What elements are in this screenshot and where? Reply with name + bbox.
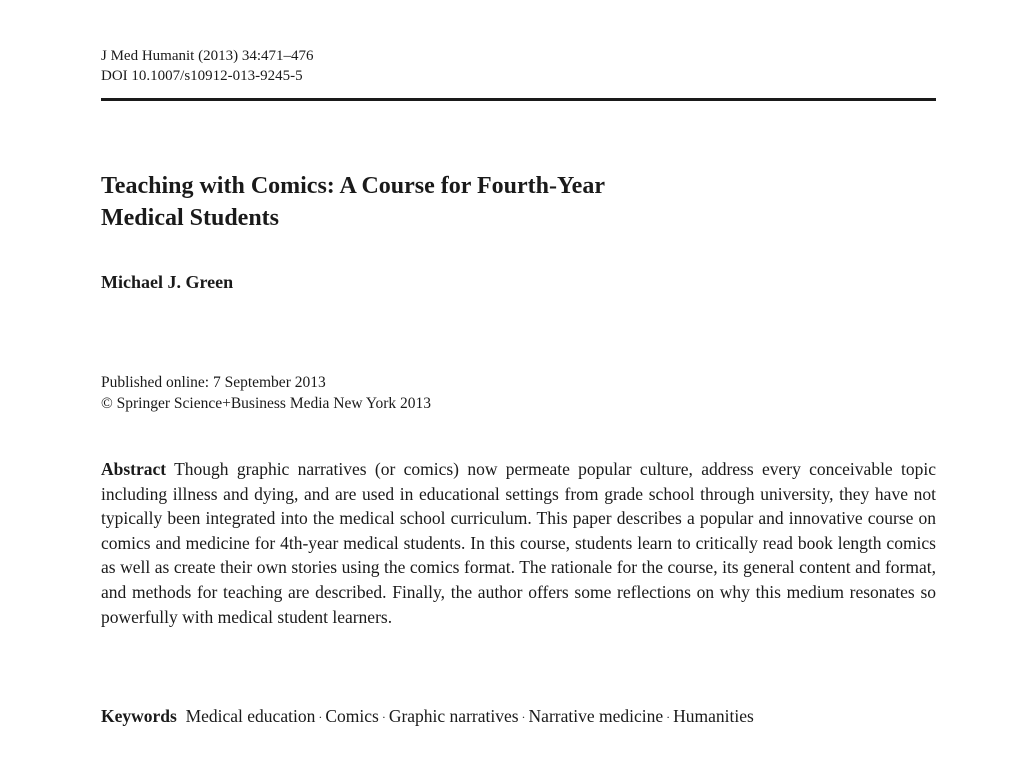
abstract-label: Abstract [101,459,167,479]
header-rule [101,98,936,101]
keyword-separator: · [666,710,671,724]
keywords-label: Keywords [101,706,177,726]
keyword-item: Medical education [185,706,316,726]
keyword-separator: · [318,710,323,724]
publication-info [101,372,431,414]
article-first-page [101,0,936,768]
journal-citation: J Med Humanit (2013) 34:471–476 [101,48,314,64]
title-line-1: Teaching with Comics: A Course for Fourth-Year [101,173,605,199]
keywords [101,704,936,729]
author-name: Michael J. Green [101,272,234,292]
keyword-item: Narrative medicine [528,706,664,726]
keyword-separator: · [521,710,526,724]
doi-text: DOI 10.1007/s10912-013-9245-5 [101,68,303,84]
published-online-date: Published online: 7 September 2013 [101,374,326,391]
abstract-text: Though graphic narratives (or comics) now permeate popular culture, address every conceivable topic including illness and dying, and are used in educational settings from grade school through university, they have not typically been integrated into the medical school curriculum. This paper describes a popular and innovative course on comics and medicine for 4th-year medical students. In this course, students learn to critically read book length comics as well as create their own stories using the comics format. The rationale for the course, its general content and format, and methods for teaching are described. Finally, the author offers some reflections on why this medium resonates so powerfully with medical student learners. [101,459,936,627]
abstract [101,457,936,629]
keyword-item: Humanities [673,706,754,726]
keyword-separator: · [381,710,386,724]
journal-reference [101,46,313,86]
keyword-item: Graphic narratives [388,706,519,726]
keyword-item: Comics [325,706,379,726]
title-line-2: Medical Students [101,205,280,231]
copyright-notice: © Springer Science+Business Media New York 2013 [101,395,432,412]
article-title [101,170,821,234]
